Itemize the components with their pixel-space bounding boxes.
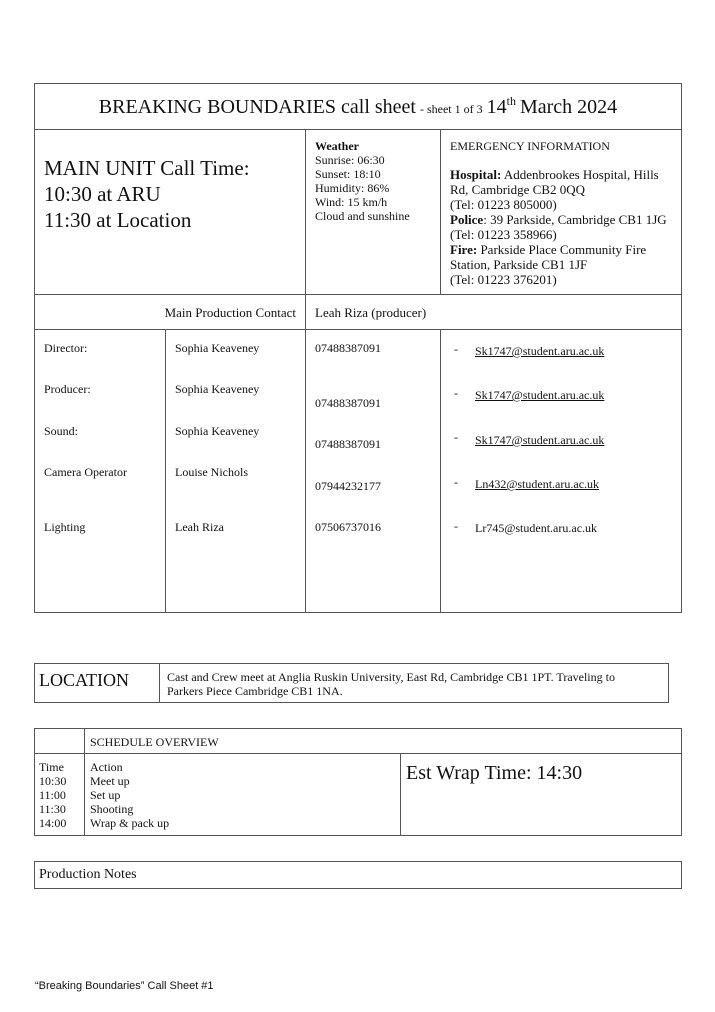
schedule-time: 14:00 — [39, 816, 67, 830]
weather-heading: Weather — [315, 139, 359, 153]
sheet-number: - sheet 1 of 3 — [419, 102, 483, 116]
date-month-year: March 2024 — [519, 96, 618, 118]
schedule-time: 11:30 — [39, 802, 66, 816]
schedule-action: Wrap & pack up — [90, 816, 170, 830]
crew-bullet: - — [454, 342, 458, 356]
crew-email-link[interactable]: Ln432@student.aru.ac.uk — [475, 477, 600, 491]
hospital-tel: (Tel: 01223 805000) — [450, 197, 557, 212]
call-time — [44, 155, 250, 233]
fire-line-1 — [450, 242, 667, 257]
crew-phone: 07488387091 — [315, 437, 381, 451]
weather-sunset: Sunset: 18:10 — [315, 167, 381, 181]
call-time-heading: MAIN UNIT Call Time: — [44, 156, 250, 180]
police-address: : 39 Parkside, Cambridge CB1 1JG — [483, 212, 667, 227]
crew-role: Sound: — [44, 424, 79, 438]
emergency-block — [450, 167, 667, 287]
hospital-line-2: Rd, Cambridge CB2 0QQ — [450, 182, 586, 197]
location-line-2: Parkers Piece Cambridge CB1 1NA. — [167, 684, 343, 698]
police-line — [450, 212, 667, 227]
fire-tel: (Tel: 01223 376201) — [450, 272, 557, 287]
schedule-time: 11:00 — [39, 788, 66, 802]
fire-label: Fire: — [450, 242, 478, 257]
crew-role: Director: — [44, 341, 88, 355]
page-title — [34, 94, 682, 119]
contact-value: Leah Riza (producer) — [315, 305, 427, 320]
fire-line-2: Station, Parkside CB1 1JF — [450, 257, 588, 272]
production-notes-label: Production Notes — [39, 867, 137, 882]
hospital-address: Addenbrookes Hospital, Hills — [503, 167, 659, 182]
crew-name: Sophia Keaveney — [175, 341, 260, 355]
crew-email-link[interactable]: Sk1747@student.aru.ac.uk — [475, 344, 605, 358]
weather-humidity: Humidity: 86% — [315, 181, 390, 195]
schedule-times — [39, 760, 66, 830]
location-line-1: Cast and Crew meet at Anglia Ruskin University, East Rd, Cambridge CB1 1PT. Traveling to — [167, 670, 615, 684]
location-label: LOCATION — [39, 670, 129, 690]
crew-email-link[interactable]: Sk1747@student.aru.ac.uk — [475, 388, 605, 402]
schedule-actions — [90, 760, 169, 830]
time-header: Time — [39, 760, 64, 774]
weather-wind: Wind: 15 km/h — [315, 195, 388, 209]
crew-name: Louise Nichols — [175, 465, 248, 479]
crew-bullet: - — [454, 430, 458, 444]
crew-role: Lighting — [44, 520, 86, 534]
call-time-location: 11:30 at Location — [44, 208, 192, 232]
footer-text: “Breaking Boundaries” Call Sheet #1 — [35, 980, 214, 992]
crew-role: Producer: — [44, 382, 91, 396]
emergency-heading: EMERGENCY INFORMATION — [450, 139, 610, 153]
police-tel: (Tel: 01223 358966) — [450, 227, 557, 242]
call-time-aru: 10:30 at ARU — [44, 182, 161, 206]
crew-role: Camera Operator — [44, 465, 127, 479]
schedule-action: Set up — [90, 788, 121, 802]
crew-name: Leah Riza — [175, 520, 224, 534]
crew-bullet: - — [454, 475, 458, 489]
schedule-heading: SCHEDULE OVERVIEW — [90, 735, 219, 749]
hospital-line-1 — [450, 167, 667, 182]
crew-phone: 07506737016 — [315, 520, 381, 534]
crew-bullet: - — [454, 519, 458, 533]
weather-conditions: Cloud and sunshine — [315, 209, 410, 223]
crew-phone: 07488387091 — [315, 341, 381, 355]
crew-bullet: - — [454, 386, 458, 400]
crew-phone: 07488387091 — [315, 396, 381, 410]
crew-email-link[interactable]: Sk1747@student.aru.ac.uk — [475, 433, 605, 447]
location-text — [167, 670, 615, 698]
crew-email: Lr745@student.aru.ac.uk — [475, 521, 598, 535]
action-header: Action — [90, 760, 123, 774]
police-label: Police — [450, 212, 484, 227]
weather-sunrise: Sunrise: 06:30 — [315, 153, 385, 167]
weather-block — [315, 139, 410, 223]
crew-name: Sophia Keaveney — [175, 424, 260, 438]
title-text: BREAKING BOUNDARIES call sheet — [98, 96, 416, 118]
fire-address: Parkside Place Community Fire — [480, 242, 647, 257]
schedule-time: 10:30 — [39, 774, 67, 788]
date-suffix: th — [506, 94, 516, 108]
est-wrap-time: Est Wrap Time: 14:30 — [406, 762, 583, 784]
hospital-label: Hospital: — [450, 167, 502, 182]
crew-phone: 07944232177 — [315, 479, 381, 493]
date-day: 14 — [486, 96, 507, 118]
schedule-action: Meet up — [90, 774, 130, 788]
schedule-action: Shooting — [90, 802, 134, 816]
contact-label: Main Production Contact — [164, 305, 296, 320]
crew-name: Sophia Keaveney — [175, 382, 260, 396]
